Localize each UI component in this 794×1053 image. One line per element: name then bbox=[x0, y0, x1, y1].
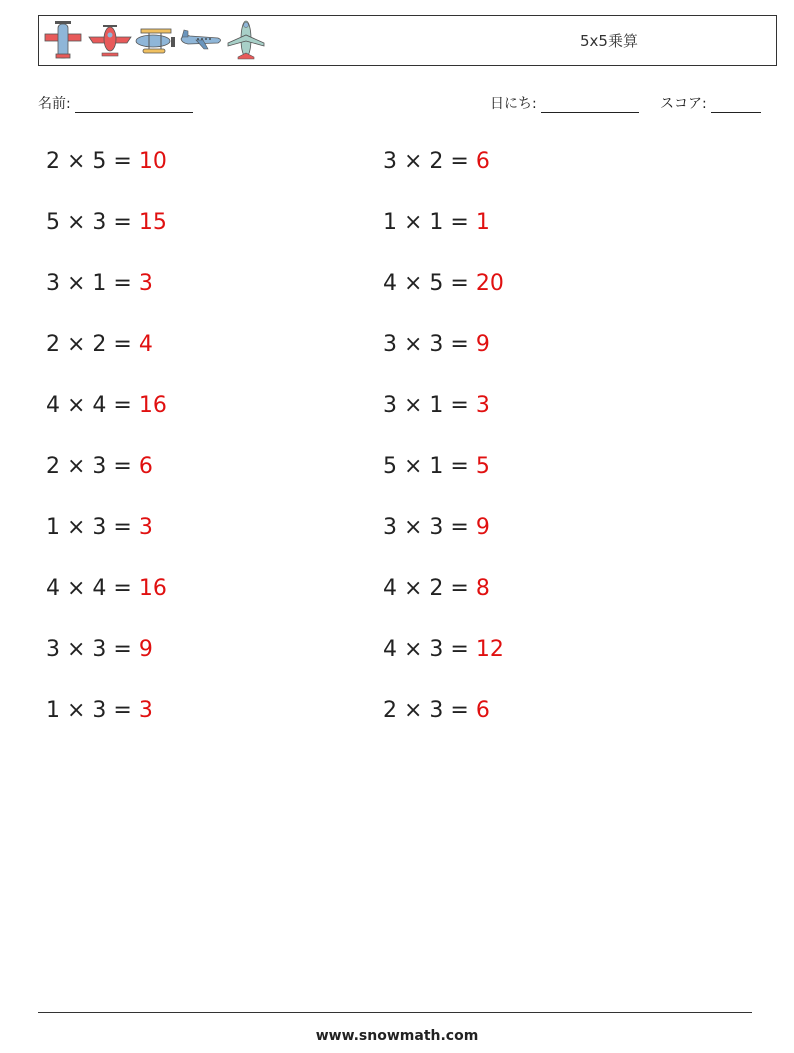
problem-item bbox=[46, 575, 167, 603]
name-label: 名前: bbox=[38, 96, 71, 112]
problem-answer: 6 bbox=[475, 149, 490, 174]
problem-answer: 12 bbox=[475, 637, 504, 662]
problem-item bbox=[46, 514, 153, 542]
problem-item bbox=[383, 575, 490, 603]
problem-question: 3 × 2 = bbox=[383, 149, 469, 174]
problem-answer: 9 bbox=[475, 515, 490, 540]
problem-answer: 3 bbox=[475, 393, 490, 418]
problem-question: 3 × 1 = bbox=[383, 393, 469, 418]
problem-item bbox=[46, 453, 153, 481]
score-label: スコア: bbox=[660, 96, 707, 112]
problem-question: 2 × 3 = bbox=[383, 698, 469, 723]
problem-answer: 1 bbox=[475, 210, 490, 235]
problem-answer: 15 bbox=[138, 210, 167, 235]
problem-item bbox=[46, 697, 153, 725]
problem-question: 3 × 3 = bbox=[46, 637, 132, 662]
problem-answer: 6 bbox=[138, 454, 153, 479]
problem-answer: 10 bbox=[138, 149, 167, 174]
problem-item bbox=[383, 331, 490, 359]
date-label: 日にち: bbox=[490, 96, 537, 112]
problem-question: 5 × 3 = bbox=[46, 210, 132, 235]
name-blank-line[interactable] bbox=[75, 98, 193, 113]
problem-question: 4 × 5 = bbox=[383, 271, 469, 296]
problem-question: 3 × 3 = bbox=[383, 332, 469, 357]
problem-question: 4 × 4 = bbox=[46, 576, 132, 601]
problem-item bbox=[46, 148, 167, 176]
problem-answer: 5 bbox=[475, 454, 490, 479]
score-blank-line[interactable] bbox=[711, 98, 761, 113]
problem-question: 4 × 4 = bbox=[46, 393, 132, 418]
problem-item bbox=[46, 331, 153, 359]
problem-item bbox=[383, 392, 490, 420]
footer-url: www.snowmath.com bbox=[315, 1028, 479, 1044]
problem-answer: 16 bbox=[138, 576, 167, 601]
problem-question: 1 × 3 = bbox=[46, 515, 132, 540]
problem-question: 3 × 1 = bbox=[46, 271, 132, 296]
problem-item bbox=[383, 514, 490, 542]
problem-question: 2 × 5 = bbox=[46, 149, 132, 174]
problem-question: 1 × 1 = bbox=[383, 210, 469, 235]
biplane-icon bbox=[43, 19, 83, 63]
problem-item bbox=[383, 270, 504, 298]
worksheet-title: 5x5乗算 bbox=[580, 32, 638, 50]
problem-item bbox=[383, 697, 490, 725]
problem-answer: 3 bbox=[138, 271, 153, 296]
problem-answer: 9 bbox=[138, 637, 153, 662]
jet-plane-icon bbox=[178, 19, 224, 63]
problem-question: 2 × 2 = bbox=[46, 332, 132, 357]
problem-question: 4 × 2 = bbox=[383, 576, 469, 601]
problem-item bbox=[383, 148, 490, 176]
problem-question: 4 × 3 = bbox=[383, 637, 469, 662]
problem-item bbox=[383, 453, 490, 481]
problem-item bbox=[46, 209, 167, 237]
problem-answer: 6 bbox=[475, 698, 490, 723]
problem-answer: 4 bbox=[138, 332, 153, 357]
problem-answer: 3 bbox=[138, 698, 153, 723]
seaplane-icon bbox=[133, 19, 179, 63]
problem-answer: 16 bbox=[138, 393, 167, 418]
problem-answer: 20 bbox=[475, 271, 504, 296]
problem-answer: 3 bbox=[138, 515, 153, 540]
name-field bbox=[38, 93, 193, 113]
problem-question: 5 × 1 = bbox=[383, 454, 469, 479]
date-field bbox=[490, 93, 639, 113]
score-field bbox=[660, 93, 761, 113]
problem-question: 3 × 3 = bbox=[383, 515, 469, 540]
problem-answer: 9 bbox=[475, 332, 490, 357]
propeller-plane-icon bbox=[87, 19, 133, 63]
footer-divider bbox=[38, 1012, 752, 1013]
airliner-icon bbox=[226, 19, 266, 63]
worksheet-header bbox=[38, 15, 777, 66]
problem-question: 1 × 3 = bbox=[46, 698, 132, 723]
problem-item bbox=[46, 392, 167, 420]
date-blank-line[interactable] bbox=[541, 98, 639, 113]
problem-item bbox=[383, 636, 504, 664]
problem-item bbox=[383, 209, 490, 237]
problem-question: 2 × 3 = bbox=[46, 454, 132, 479]
problem-answer: 8 bbox=[475, 576, 490, 601]
problem-item bbox=[46, 270, 153, 298]
problem-item bbox=[46, 636, 153, 664]
